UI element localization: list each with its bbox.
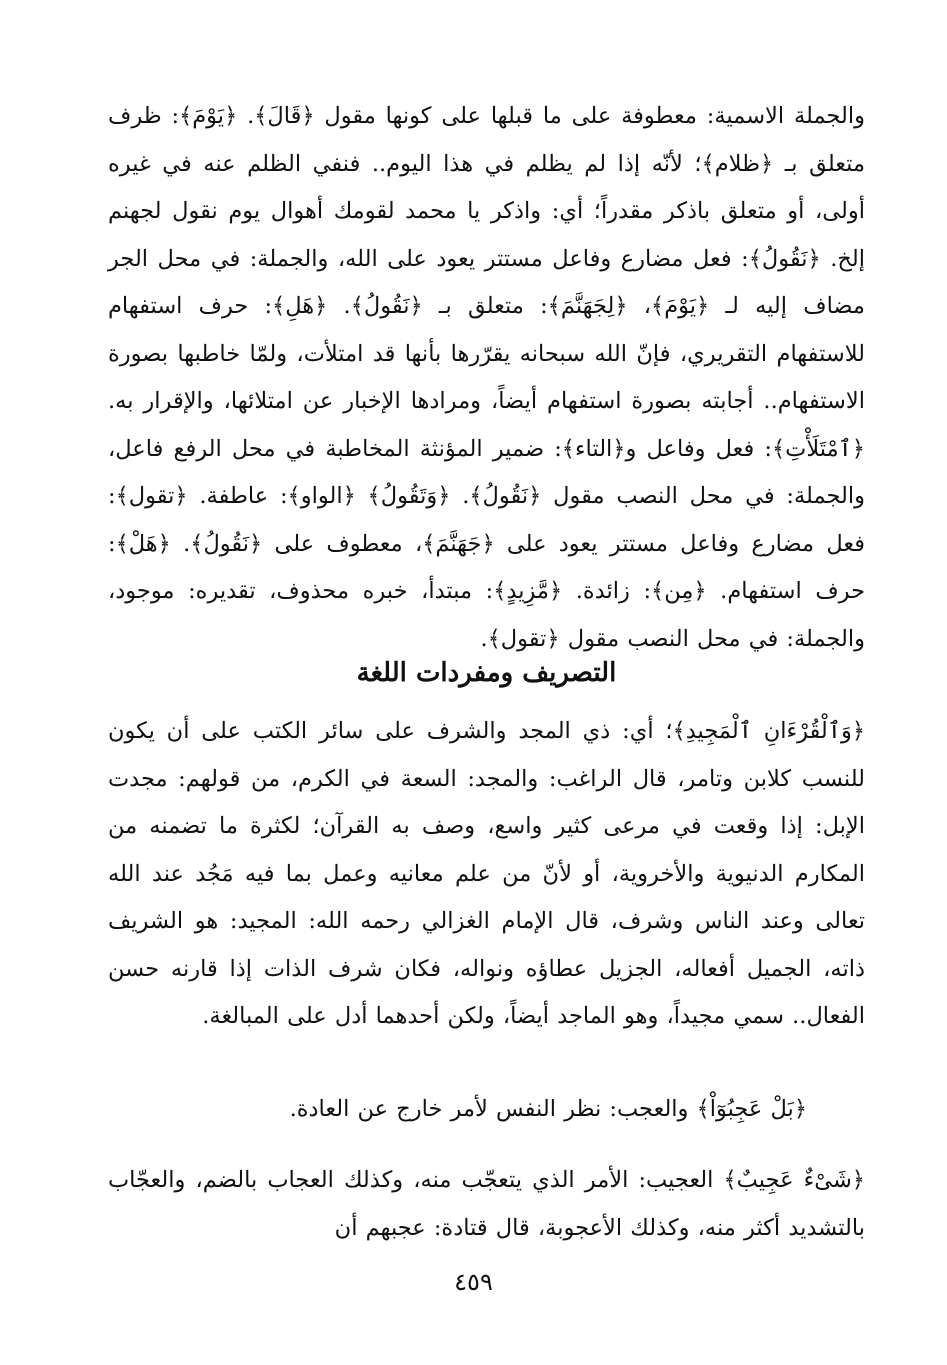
paragraph-ajab-definition: ﴿بَلْ عَجِبُوٓاْ﴾ والعجب: نظر النفس لأمر خارج عن العادة. bbox=[289, 1096, 807, 1122]
paragraph-grammar-analysis: والجملة الاسمية: معطوفة على ما قبلها على كونها مقول ﴿قَالَ﴾. ﴿يَوْمَ﴾: ظرف متعلق بـ ﴿ظلام﴾؛ لأنّه إذا لم يظلم في هذا اليوم.. فنفي الظلم عنه في غيره أولى، أو متعلق باذكر مقدراً؛ أي: واذكر يا محمد لقومك أهوال يوم نقول لجهنم إلخ. ﴿نَقُولُ﴾: فعل مضارع وفاعل مستتر يعود على الله، والجملة: في محل الجر مضاف إليه لـ ﴿يَوْمَ﴾، ﴿لِجَهَنَّمَ﴾: متعلق بـ ﴿نَقُولُ﴾. ﴿هَلِ﴾: حرف استفهام للاستفهام التقريري، فإنّ الله سبحانه يقرّرها بأنها قد امتلأت، ولمّا خاطبها بصورة الاستفهام.. أجابته بصورة استفهام أيضاً، ومرادها الإخبار عن امتلائها، والإقرار به. ﴿ٱمْتَلَأْتِ﴾: فعل وفاعل و﴿التاء﴾: ضمير المؤنثة المخاطبة في محل الرفع فاعل، والجملة: في محل النصب مقول ﴿نَقُولُ﴾. ﴿وَتَقُولُ﴾ ﴿الواو﴾: عاطفة. ﴿تقول﴾: فعل مضارع وفاعل مستتر يعود على ﴿جَهَنَّمَ﴾، معطوف على ﴿نَقُولُ﴾. ﴿هَلْ﴾: حرف استفهام. ﴿مِن﴾: زائدة. ﴿مَّزِيدٍ﴾: مبتدأ، خبره محذوف، تقديره: موجود، والجملة: في محل النصب مقول ﴿تقول﴾. bbox=[108, 103, 865, 652]
paragraph-majeed-definition: ﴿وَٱلْقُرْءَانِ ٱلْمَجِيدِ﴾؛ أي: ذي المجد والشرف على سائر الكتب على أن يكون للنسب كلابن وتامر، قال الراغب: والمجد: السعة في الكرم، من قولهم: مجدت الإبل: إذا وقعت في مرعى كثير واسع، وصف به القرآن؛ لكثرة ما تضمنه من المكارم الدنيوية والأخروية، أو لأنّ من علم معانيه وعمل بما فيه مَجُد عند الله تعالى وعند الناس وشرف، قال الإمام الغزالي رحمه الله: المجيد: هو الشريف ذاته، الجميل أفعاله، الجزيل عطاؤه ونواله، فكان شرف الذات إذا قارنه حسن الفعال.. سمي مجيداً، وهو الماجد أيضاً، ولكن أحدهما أدل على المبالغة. bbox=[108, 718, 865, 1029]
paragraph-ajeeb-definition: ﴿شَىْءٌ عَجِيبٌ﴾ العجيب: الأمر الذي يتعجّب منه، وكذلك العجاب بالضم، والعجّاب بالتشديد أكثر منه، وكذلك الأعجوبة، قال قتادة: عجبهم أن bbox=[108, 1167, 865, 1241]
page-number: ٤٥٩ bbox=[454, 1268, 493, 1296]
section-heading: التصريف ومفردات اللغة bbox=[356, 658, 617, 688]
